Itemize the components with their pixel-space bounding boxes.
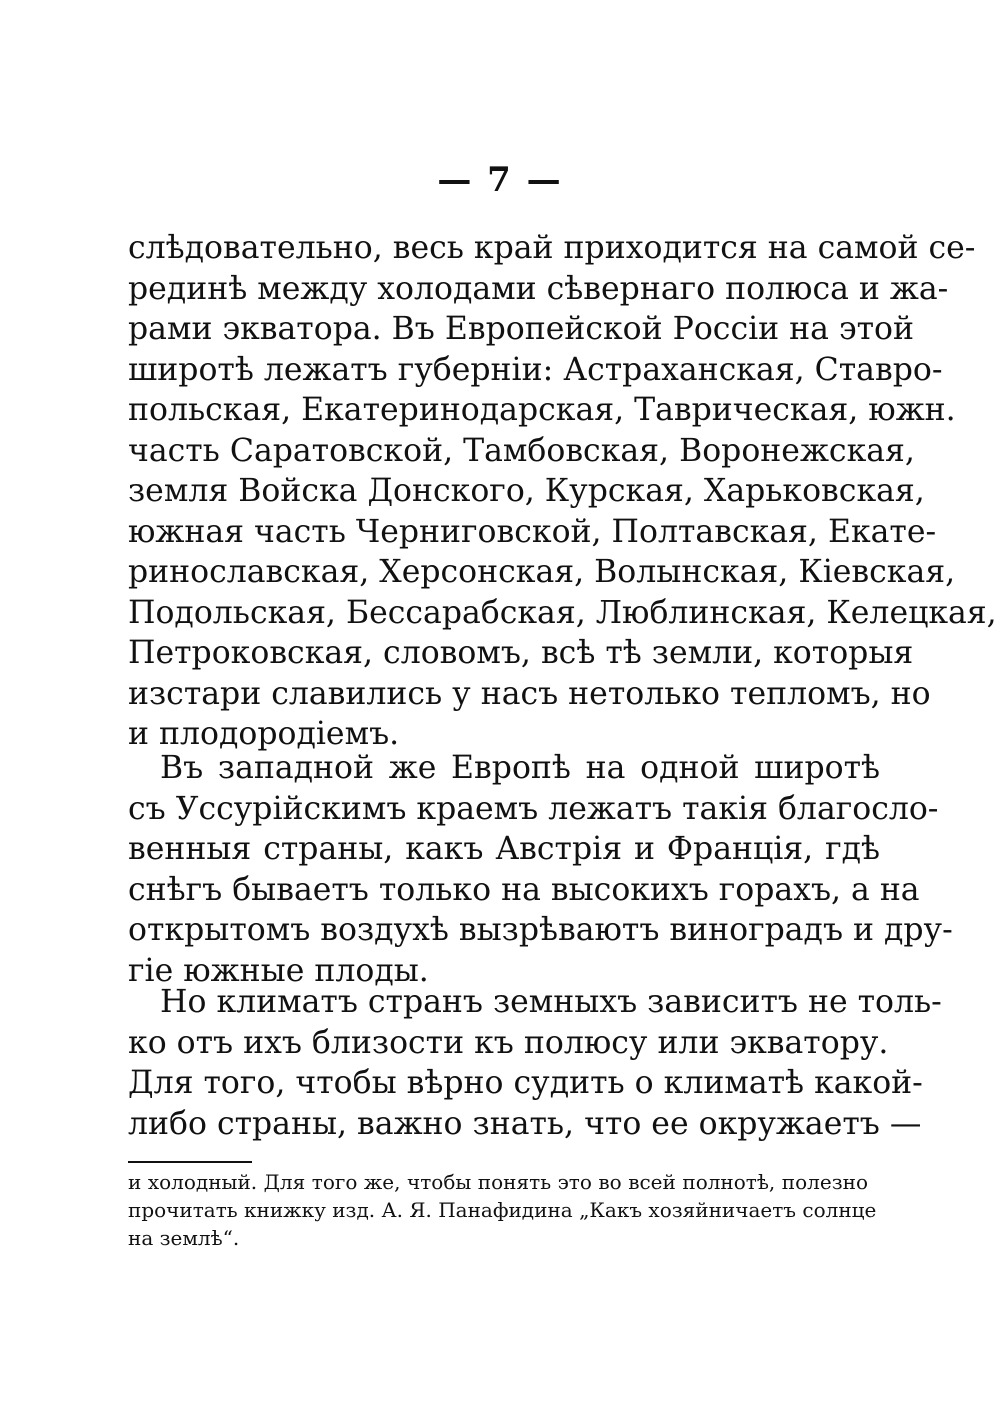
page-number: — 7 — xyxy=(437,160,563,200)
footnote-line: прочитать книжку изд. А. Я. Панафидина „Какъ хозяйничаетъ солнце xyxy=(128,1198,877,1222)
paragraph xyxy=(128,228,997,755)
text-line: Но климатъ странъ земныхъ зависитъ не толь- xyxy=(160,984,942,1020)
footnote-line: на землѣ“. xyxy=(128,1226,240,1250)
text-line: Для того, чтобы вѣрно судить о климатѣ какой- xyxy=(128,1065,923,1101)
text-line: снѣгъ бываетъ только на высокихъ горахъ, а на xyxy=(128,871,920,908)
text-line: земля Войска Донского, Курская, Харьковская, xyxy=(128,473,925,509)
text-line: Подольская, Бессарабская, Люблинская, Келецкая, xyxy=(128,594,997,631)
text-line: южная часть Черниговской, Полтавская, Екате- xyxy=(128,513,937,550)
text-line: слѣдовательно, весь край приходится на самой се- xyxy=(128,230,976,266)
text-line: Въ западной же Европѣ на одной широтѣ xyxy=(160,750,880,786)
text-line: венныя страны, какъ Австрія и Франція, гдѣ xyxy=(128,831,880,867)
text-line: съ Уссурійскимъ краемъ лежатъ такія благосло- xyxy=(128,790,939,827)
paragraph xyxy=(128,982,942,1144)
footnote xyxy=(128,1168,877,1252)
footnote-separator xyxy=(128,1161,252,1163)
text-line: ринославская, Херсонская, Волынская, Кіевская, xyxy=(128,554,956,590)
text-line: рединѣ между холодами сѣвернаго полюса и жа- xyxy=(128,270,949,307)
footnote-line: и холодный. Для того же, чтобы понять это во всей полнотѣ, полезно xyxy=(128,1170,868,1194)
text-line: и плодородіемъ. xyxy=(128,716,400,752)
text-line: часть Саратовской, Тамбовская, Воронежская, xyxy=(128,432,915,469)
paragraph xyxy=(128,748,953,991)
text-line: польская, Екатеринодарская, Таврическая, южн. xyxy=(128,392,956,428)
text-line: широтѣ лежатъ губерніи: Астраханская, Ставро- xyxy=(128,351,943,388)
text-line: открытомъ воздухѣ вызрѣваютъ виноградъ и дру- xyxy=(128,912,953,948)
text-line: рами экватора. Въ Европейской Россіи на этой xyxy=(128,311,914,347)
text-line: изстари славились у насъ нетолько тепломъ, но xyxy=(128,675,931,712)
text-line: гіе южные плоды. xyxy=(128,952,429,989)
text-line: либо страны, важно знать, что ее окружаетъ — xyxy=(128,1105,922,1142)
text-line: ко отъ ихъ близости къ полюсу или экватору. xyxy=(128,1024,889,1061)
text-line: Петроковская, словомъ, всѣ тѣ земли, которыя xyxy=(128,635,914,671)
